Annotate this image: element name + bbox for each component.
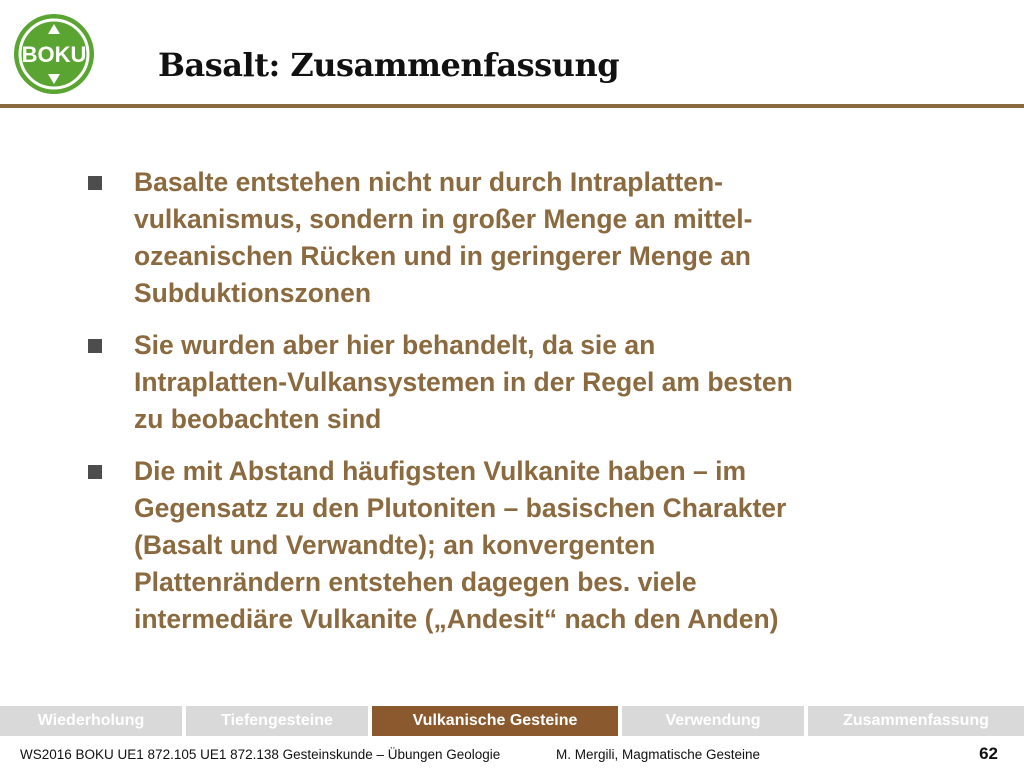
- bullet-text: Sie wurden aber hier behandelt, da sie an Intraplatten-Vulkansystemen in der Regel am besten zu beobachten sind: [134, 330, 793, 434]
- bullet-text: Die mit Abstand häufigsten Vulkanite haben – im Gegensatz zu den Plutoniten – basischen Charakter (Basalt und Verwandte); an konvergenten Plattenrändern entstehen dagegen bes. viele intermediäre Vulkanite („Andesit“ nach den Anden): [134, 456, 787, 634]
- svg-text:BOKU: BOKU: [21, 42, 87, 67]
- nav-tab-verwendung[interactable]: Verwendung: [622, 706, 804, 736]
- page-number: 62: [979, 744, 998, 763]
- section-nav: [0, 706, 1024, 736]
- bullet-item: [88, 453, 968, 638]
- footer-author: M. Mergili, Magmatische Gesteine: [556, 747, 761, 762]
- nav-tab-vulkanische-gesteine[interactable]: Vulkanische Gesteine: [372, 706, 618, 736]
- nav-tab-tiefengesteine[interactable]: Tiefengesteine: [186, 706, 368, 736]
- bullet-item: [88, 164, 968, 312]
- title-divider: [0, 104, 1024, 108]
- nav-tab-zusammenfassung[interactable]: Zusammenfassung: [808, 706, 1024, 736]
- footer-course: WS2016 BOKU UE1 872.105 UE1 872.138 Gesteinskunde – Übungen Geologie: [20, 747, 501, 762]
- bullet-item: [88, 327, 968, 438]
- bullet-text: Basalte entstehen nicht nur durch Intraplatten- vulkanismus, sondern in großer Menge an mittel- ozeanischen Rücken und in geringerer Menge an Subduktionszonen: [134, 167, 753, 308]
- square-bullet-icon: [88, 465, 102, 479]
- footer: [0, 742, 1024, 768]
- bullet-list: [88, 164, 968, 653]
- square-bullet-icon: [88, 176, 102, 190]
- square-bullet-icon: [88, 339, 102, 353]
- boku-logo: [12, 12, 96, 96]
- nav-tab-wiederholung[interactable]: Wiederholung: [0, 706, 182, 736]
- page-title: Basalt: Zusammenfassung: [158, 46, 620, 84]
